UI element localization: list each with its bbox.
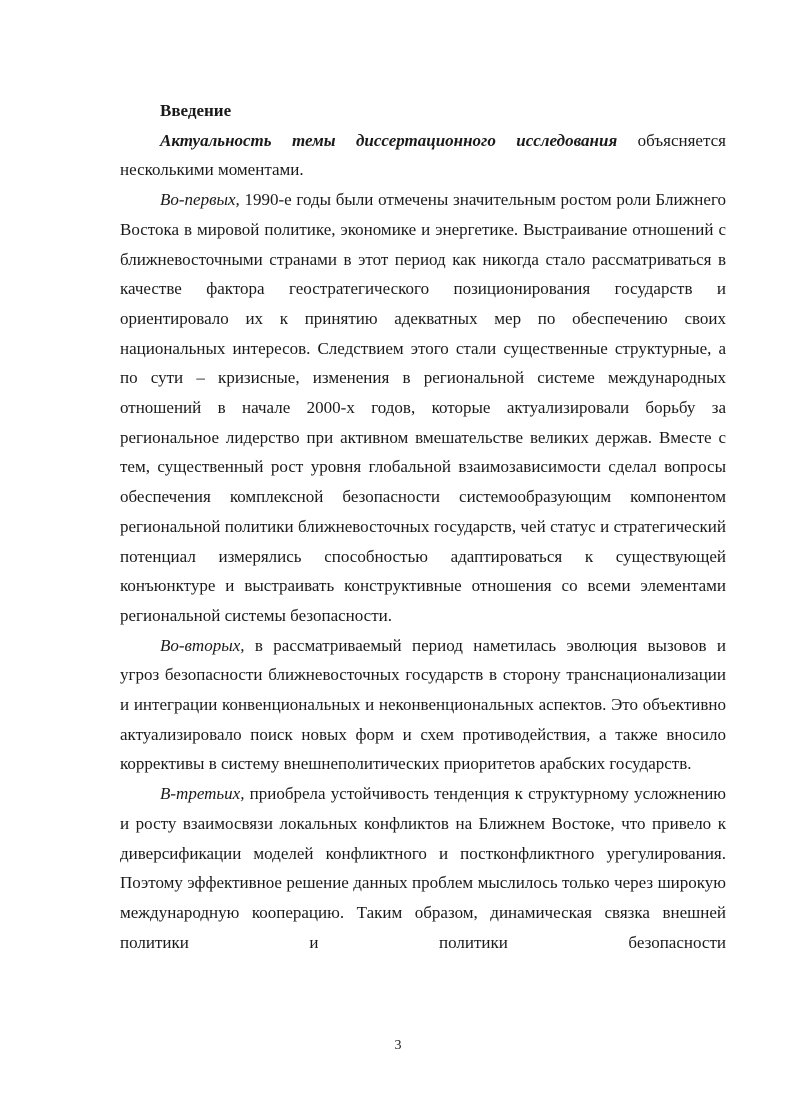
paragraph-first: [120, 185, 726, 631]
paragraph-text: объясняется несколькими моментами.: [120, 130, 726, 180]
paragraph-relevance: [120, 126, 726, 185]
paragraph-text: 1990-е годы были отмечены значительным ростом роли Ближнего Востока в мировой политике, экономике и энергетике. Выстраивание отношений с ближневосточными странами в этот период как никогда стало рассматриваться в качестве фактора геостратегического позиционирования государств и ориентировало их к принятию адекватных мер по обеспечению своих национальных интересов. Следствием этого стали существенные структурные, а по сути – кризисные, изменения в региональной системе международных отношений в начале 2000-х годов, которые актуализировали борьбу за региональное лидерство при активном вмешательстве великих держав. Вместе с тем, существенный рост уровня глобальной взаимозависимости сделал вопросы обеспечения комплексной безопасности системообразующим компонентом региональной политики ближневосточных государств, чей статус и стратегический потенциал измерялись способностью адаптироваться к существующей конъюнктуре и выстраивать конструктивные отношения со всеми элементами региональной системы безопасности.: [120, 190, 726, 625]
paragraph-lead: Во-вторых,: [160, 635, 245, 655]
paragraph-second: [120, 631, 726, 780]
paragraph-third: [120, 779, 726, 957]
page-number: 3: [394, 1038, 402, 1053]
paragraph-text: приобрела устойчивость тенденция к структурному усложнению и росту взаимосвязи локальных конфликтов на Ближнем Востоке, что привело к диверсификации моделей конфликтного и постконфликтного урегулирования. Поэтому эффективное решение данных проблем мыслилось только через широкую международную кооперацию. Таким образом, динамическая связка внешней политики и политики безопасности: [120, 784, 726, 952]
paragraph-text: в рассматриваемый период наметилась эволюция вызовов и угроз безопасности ближневосточных государств в сторону транснационализации и интеграции конвенциональных и неконвенциональных аспектов. Это объективно актуализировало поиск новых форм и схем противодействия, а также вносило коррективы в систему внешнеполитических приоритетов арабских государств.: [120, 635, 726, 774]
section-heading: Введение: [160, 101, 232, 120]
page-body: [120, 96, 726, 957]
paragraph-lead: Актуальность темы диссертационного исследования: [160, 130, 618, 150]
paragraph-lead: Во-первых,: [160, 190, 240, 210]
paragraph-lead: В-третьих,: [160, 784, 245, 804]
